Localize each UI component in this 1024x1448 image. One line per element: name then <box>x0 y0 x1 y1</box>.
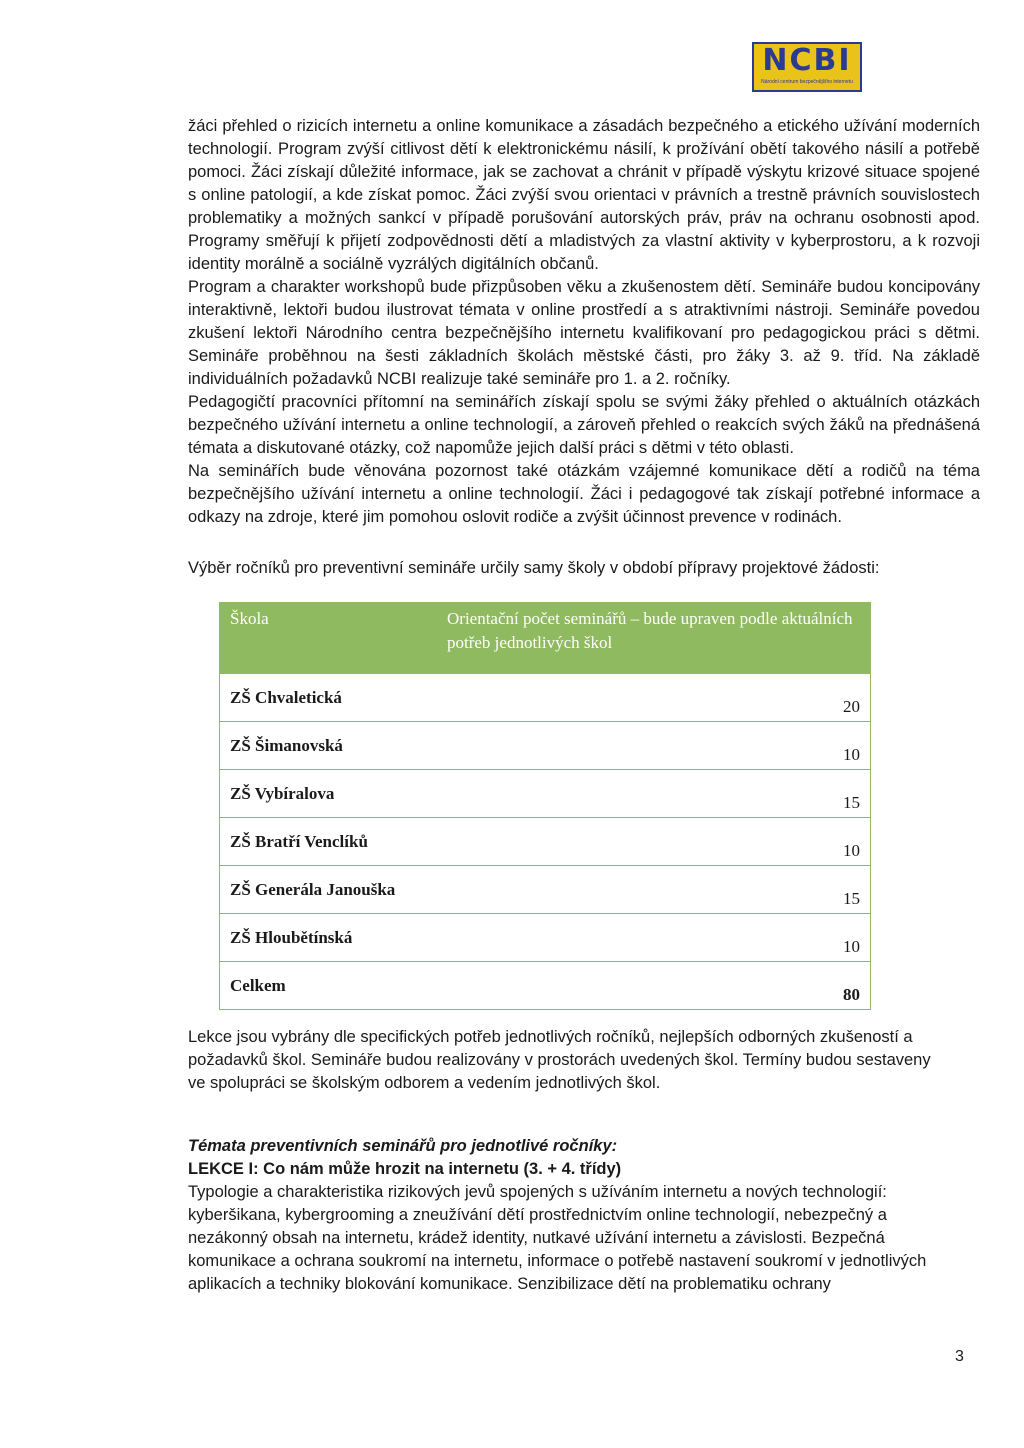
after-table-paragraph: Lekce jsou vybrány dle specifických potřeb jednotlivých ročníků, nejlepších odborných zkušeností a požadavků škol. Semináře budou realizovány v prostorách uvedených škol. Termíny budou sestaveny ve spolupráci se školským odborem a vedením jednotlivých škol. <box>188 1028 931 1092</box>
ncbi-logo <box>752 42 862 92</box>
lesson-1-title: LEKCE I: Co nám může hrozit na internetu (3. + 4. třídy) <box>188 1160 622 1178</box>
table-row <box>220 674 871 722</box>
intro-paragraph-1: žáci přehled o rizicích internetu a online komunikace a zásadách bezpečného a etického užívání moderních technologií. Program zvýší citlivost dětí k elektronickému násilí, k prožívání obětí takového násilí a potřebě pomoci. Žáci získají důležité informace, jak se zachovat a chránit v případě výskytu krizové situace spojené s online patologií, a kde získat pomoc. Žáci zvýší svou orientaci v právních a trestně právních souvislostech problematiky a možných sankcí v případě porušování autorských práv, práv na ochranu osobnosti apod. Programy směřují k přijetí zodpovědnosti dětí a mladistvých za vlastní aktivity v kyberprostoru, a k rozvoji identity morálně a sociálně vyzrálých digitálních občanů. <box>188 117 980 273</box>
table-row <box>220 914 871 962</box>
school-name: ZŠ Vybíralova <box>220 770 437 818</box>
table-row <box>220 818 871 866</box>
header-count: Orientační počet seminářů – bude upraven podle aktuálních potřeb jednotlivých škol <box>437 603 871 674</box>
seminar-count: 10 <box>437 818 871 866</box>
school-name: ZŠ Bratří Venclíků <box>220 818 437 866</box>
logo-subtitle: Národní centrum bezpečnějšího internetu <box>761 79 853 85</box>
table-row <box>220 770 871 818</box>
table-row <box>220 866 871 914</box>
seminar-count: 10 <box>437 722 871 770</box>
school-name: ZŠ Generála Janouška <box>220 866 437 914</box>
seminar-count: 10 <box>437 914 871 962</box>
total-label: Celkem <box>220 962 437 1010</box>
intro-paragraph-2: Program a charakter workshopů bude přizpůsoben věku a zkušenostem dětí. Semináře budou koncipovány interaktivně, lektoři budou ilustrovat témata v online prostředí a s atraktivními nástroji. Semináře povedou zkušení lektoři Národního centra bezpečnějšího internetu kvalifikovaní pro pedagogickou práci s dětmi. Semináře proběhnou na šesti základních školách městské části, pro žáky 3. až 9. tříd. Na základě individuálních požadavků NCBI realizuje také semináře pro 1. a 2. ročníky. <box>188 278 980 388</box>
intro-paragraph-4: Na seminářích bude věnována pozornost také otázkám vzájemné komunikace dětí a rodičů na téma bezpečnějšího užívání internetu a online technologií. Žáci i pedagogové tak získají potřebné informace a odkazy na zdroje, které jim pomohou oslovit rodiče a zvýšit účinnost prevence v rodinách. <box>188 462 980 526</box>
topics-title: Témata preventivních seminářů pro jednotlivé ročníky: <box>188 1137 618 1155</box>
intro-paragraph-3: Pedagogičtí pracovníci přítomní na seminářích získají spolu se svými žáky přehled o aktuálních otázkách bezpečného užívání internetu a online technologií, a zároveň přehled o reakcích svých žáků na přednášená témata a diskutované otázky, což napomůže jejich další práci s dětmi v této oblasti. <box>188 393 980 457</box>
table-row <box>220 722 871 770</box>
table-total-row <box>220 962 871 1010</box>
seminar-count: 15 <box>437 866 871 914</box>
page-number: 3 <box>955 1348 964 1365</box>
schools-table <box>219 602 871 1010</box>
seminar-count: 20 <box>437 674 871 722</box>
seminar-count: 15 <box>437 770 871 818</box>
total-count: 80 <box>437 962 871 1010</box>
topics-section <box>188 1135 948 1296</box>
logo-text: NCBI <box>762 43 852 78</box>
school-name: ZŠ Šimanovská <box>220 722 437 770</box>
table-header-row <box>220 603 871 674</box>
intro-section <box>188 115 980 529</box>
school-name: ZŠ Hloubětínská <box>220 914 437 962</box>
header-school: Škola <box>220 603 437 674</box>
school-name: ZŠ Chvaletická <box>220 674 437 722</box>
lesson-1-text: Typologie a charakteristika rizikových jevů spojených s užíváním internetu a nových technologií: kyberšikana, kybergrooming a zneužívání dětí prostřednictvím online technologií, nebezpečný a nezákonný obsah na internetu, krádež identity, nutkavé užívání internetu a závislosti. Bezpečná komunikace a ochrana soukromí na internetu, informace o potřebě nastavení soukromí v jednotlivých aplikacích a techniky blokování komunikace. Senzibilizace dětí na problematiku ochrany <box>188 1183 927 1293</box>
table-intro: Výběr ročníků pro preventivní semináře určily samy školy v období přípravy projektové žádosti: <box>188 559 880 577</box>
